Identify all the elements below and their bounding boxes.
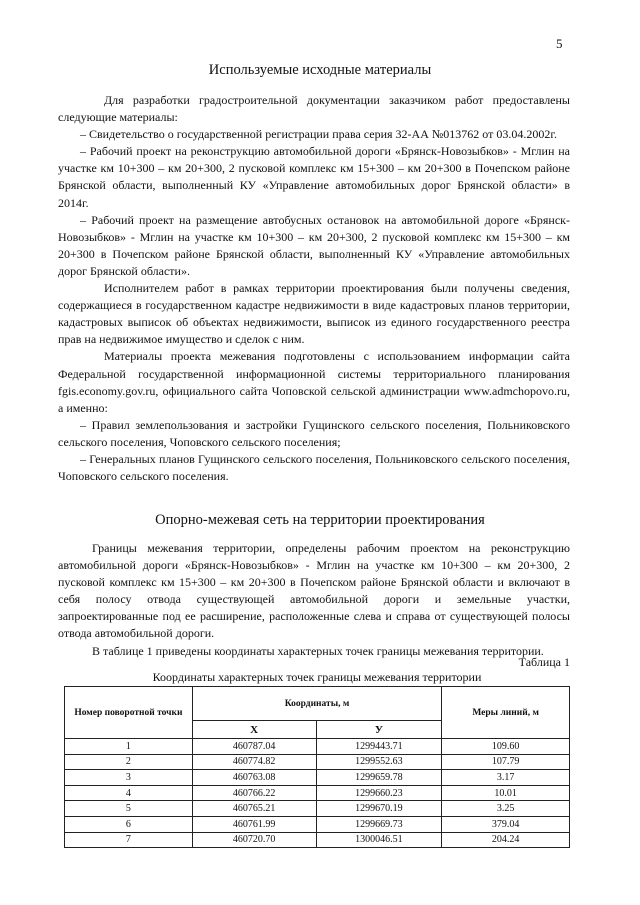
list-item: – Генеральных планов Гущинского сельского поселения, Польниковского сельского поселения, Чоповского сельского поселения. xyxy=(58,451,570,484)
source-materials-text xyxy=(58,92,570,485)
cell-line-length: 10.01 xyxy=(442,785,570,801)
bounds-paragraph: Границы межевания территории, определены рабочим проектом на реконструкцию автомобильной дороги «Брянск-Новозыбков» - Мглин на участке км 10+300 – км 20+300, 2 пусковой комплекс км 15+300 – км 20+300 в Почепском районе Брянской области и включают в себя полосу отвода существующей автомобильной дороги и земельные участки, запроектированные под ее расширение, расположенные слева и справа от существующей полосы отвода автомобильной дороги. xyxy=(58,541,570,641)
header-y: У xyxy=(316,721,442,739)
cell-y: 1299660.23 xyxy=(316,785,442,801)
table-row xyxy=(65,770,570,786)
header-point-number: Номер поворотной точки xyxy=(65,687,193,739)
cell-point-number: 3 xyxy=(65,770,193,786)
header-coordinates: Координаты, м xyxy=(192,687,442,721)
table-reference-paragraph: В таблице 1 приведены координаты характерных точек границы межевания территории. xyxy=(92,643,544,658)
list-item: – Свидетельство о государственной регистрации права серия 32-АА №013762 от 03.04.2002г. xyxy=(80,127,557,142)
cell-x: 460763.08 xyxy=(192,770,316,786)
intro-paragraph: Для разработки градостроительной документации заказчиком работ предоставлены следующие материалы: xyxy=(58,93,570,125)
cell-line-length: 3.25 xyxy=(442,801,570,817)
table-row xyxy=(65,832,570,848)
list-item: – Рабочий проект на размещение автобусных остановок на автомобильной дороге «Брянск-Новозыбков» - Мглин на участке км 10+300 – км 20+300, 2 пусковой комплекс км 15+300 – км 20+300 в Почепском районе Брянской области, выполненный КУ «Управление автомобильных дорог Брянской области». xyxy=(58,212,570,278)
coordinates-table xyxy=(64,686,570,848)
cell-y: 1299552.63 xyxy=(316,754,442,770)
list-item: – Правил землепользования и застройки Гущинского сельского поселения, Польниковского сельского поселения, Чоповского сельского поселения; xyxy=(58,417,570,449)
cell-x: 460766.22 xyxy=(192,785,316,801)
cell-x: 460720.70 xyxy=(192,832,316,848)
table-row xyxy=(65,739,570,755)
cell-point-number: 4 xyxy=(65,785,193,801)
table-row xyxy=(65,816,570,832)
cell-point-number: 5 xyxy=(65,801,193,817)
cell-x: 460787.04 xyxy=(192,739,316,755)
page-number: 5 xyxy=(556,36,563,51)
section-title-survey-network: Опорно-межевая сеть на территории проектирования xyxy=(155,512,485,528)
table-row xyxy=(65,785,570,801)
header-line-length: Меры линий, м xyxy=(442,687,570,739)
header-x: Х xyxy=(192,721,316,739)
cell-y: 1299670.19 xyxy=(316,801,442,817)
table-row xyxy=(65,801,570,817)
cell-y: 1299669.73 xyxy=(316,816,442,832)
cell-line-length: 107.79 xyxy=(442,754,570,770)
coordinates-table-body xyxy=(65,739,570,848)
table-label: Таблица 1 xyxy=(518,655,570,669)
cell-line-length: 3.17 xyxy=(442,770,570,786)
cell-point-number: 1 xyxy=(65,739,193,755)
section-title-source-materials: Используемые исходные материалы xyxy=(208,62,432,78)
list-item: – Рабочий проект на реконструкцию автомобильной дороги «Брянск-Новозыбков» - Мглин на участке км 10+300 – км 20+300, 2 пусковой комплекс км 15+300 – км 20+300 в Почепском районе Брянской области, выполненный КУ «Управление автомобильных дорог Брянской области» в 2014г. xyxy=(58,144,570,210)
cell-point-number: 7 xyxy=(65,832,193,848)
cell-y: 1299659.78 xyxy=(316,770,442,786)
contractor-paragraph: Исполнителем работ в рамках территории проектирования были получены сведения, содержащиеся в государственном кадастре недвижимости в виде кадастровых планов территории, кадастровых выписок об объектах недвижимости, выписок из единого государственного реестра прав на недвижимое имущество и сделок с ним. xyxy=(58,281,570,347)
cell-x: 460765.21 xyxy=(192,801,316,817)
materials-paragraph: Материалы проекта межевания подготовлены с использованием информации сайта Федеральной государственной информационной системы территориального планирования fgis.economy.gov.ru, официального сайта Чоповской сельской администрации www.admchopovo.ru, а именно: xyxy=(58,349,570,415)
survey-network-text xyxy=(58,540,570,660)
table-caption: Координаты характерных точек границы межевания территории xyxy=(152,670,482,684)
cell-y: 1300046.51 xyxy=(316,832,442,848)
cell-x: 460774.82 xyxy=(192,754,316,770)
cell-line-length: 109.60 xyxy=(442,739,570,755)
cell-line-length: 379.04 xyxy=(442,816,570,832)
cell-point-number: 6 xyxy=(65,816,193,832)
cell-x: 460761.99 xyxy=(192,816,316,832)
table-row xyxy=(65,754,570,770)
cell-point-number: 2 xyxy=(65,754,193,770)
cell-line-length: 204.24 xyxy=(442,832,570,848)
cell-y: 1299443.71 xyxy=(316,739,442,755)
